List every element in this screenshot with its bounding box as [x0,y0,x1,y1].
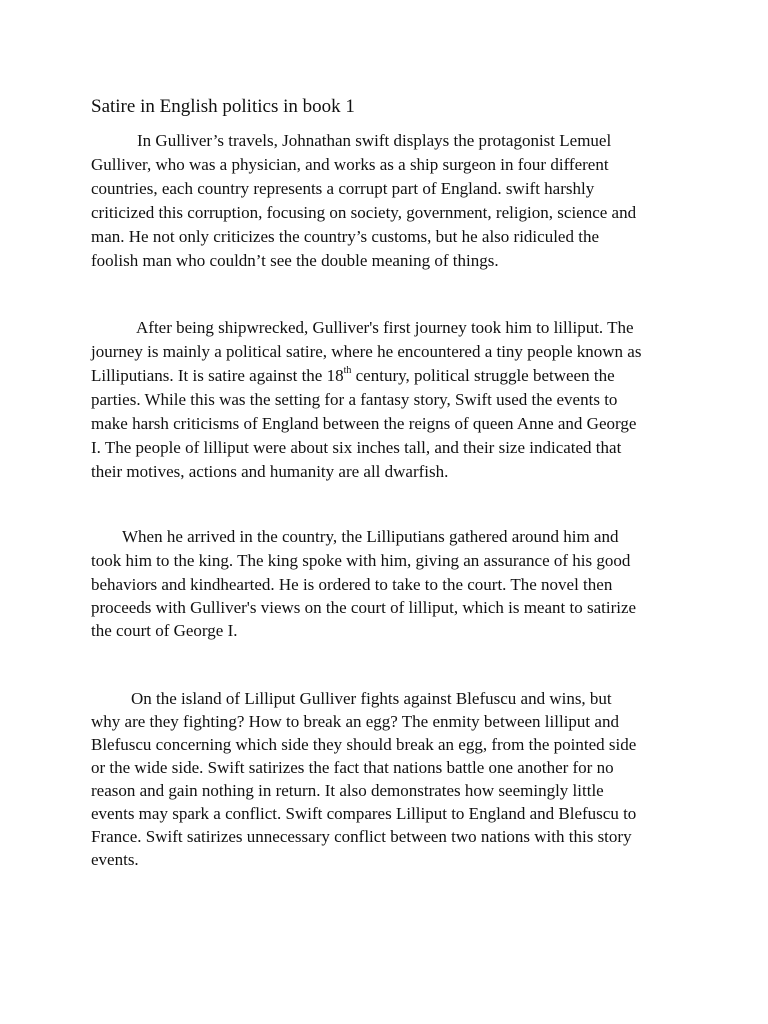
paragraph-3-line-3: behaviors and kindhearted. He is ordered to take to the court. The novel then [91,575,613,594]
paragraph-2-line-5: make harsh criticisms of England between the reigns of queen Anne and George [91,414,637,433]
paragraph-2-line-6: I. The people of lilliput were about six inches tall, and their size indicated that [91,438,622,457]
paragraph-1-line-2: Gulliver, who was a physician, and works as a ship surgeon in four different [91,155,609,174]
paragraph-2-line-2: journey is mainly a political satire, where he encountered a tiny people known as [91,342,642,361]
paragraph-2-line-7: their motives, actions and humanity are all dwarfish. [91,462,449,481]
paragraph-4-line-4: or the wide side. Swift satirizes the fact that nations battle one another for no [91,758,614,777]
paragraph-4-line-8: events. [91,850,139,869]
paragraph-3-line-4: proceeds with Gulliver's views on the court of lilliput, which is meant to satirize [91,598,637,617]
paragraph-3-line-5: the court of George I. [91,621,238,640]
paragraph-1-line-5: man. He not only criticizes the country’s customs, but he also ridiculed the [91,227,599,246]
paragraph-1-line-6: foolish man who couldn’t see the double meaning of things. [91,251,499,270]
paragraph-1-line-1: In Gulliver’s travels, Johnathan swift displays the protagonist Lemuel [137,131,612,150]
paragraph-4-line-6: events may spark a conflict. Swift compares Lilliput to England and Blefuscu to [91,804,637,823]
paragraph-4-line-3: Blefuscu concerning which side they should break an egg, from the pointed side [91,735,637,754]
paragraph-2-line-4: parties. While this was the setting for a fantasy story, Swift used the events to [91,390,618,409]
paragraph-2-line-1: After being shipwrecked, Gulliver's first journey took him to lilliput. The [136,318,634,337]
paragraph-4-line-5: reason and gain nothing in return. It also demonstrates how seemingly little [91,781,604,800]
paragraph-3-line-2: took him to the king. The king spoke with him, giving an assurance of his good [91,551,631,570]
ordinal-superscript: th [343,365,352,377]
document-title: Satire in English politics in book 1 [91,96,355,117]
paragraph-2-line-3 [91,365,615,387]
paragraph-1-line-3: countries, each country represents a corrupt part of England. swift harshly [91,179,595,198]
paragraph-1-line-4: criticized this corruption, focusing on society, government, religion, science and [91,203,637,222]
paragraph-3-line-1: When he arrived in the country, the Lilliputians gathered around him and [122,527,619,546]
paragraph-4-line-2: why are they fighting? How to break an egg? The enmity between lilliput and [91,712,619,731]
paragraph-2-line-3-before: Lilliputians. It is satire against the 18 [91,366,344,385]
paragraph-2-line-3-after: century, political struggle between the [351,366,615,385]
paragraph-4-line-1: On the island of Lilliput Gulliver fights against Blefuscu and wins, but [131,689,612,708]
paragraph-4-line-7: France. Swift satirizes unnecessary conflict between two nations with this story [91,827,632,846]
